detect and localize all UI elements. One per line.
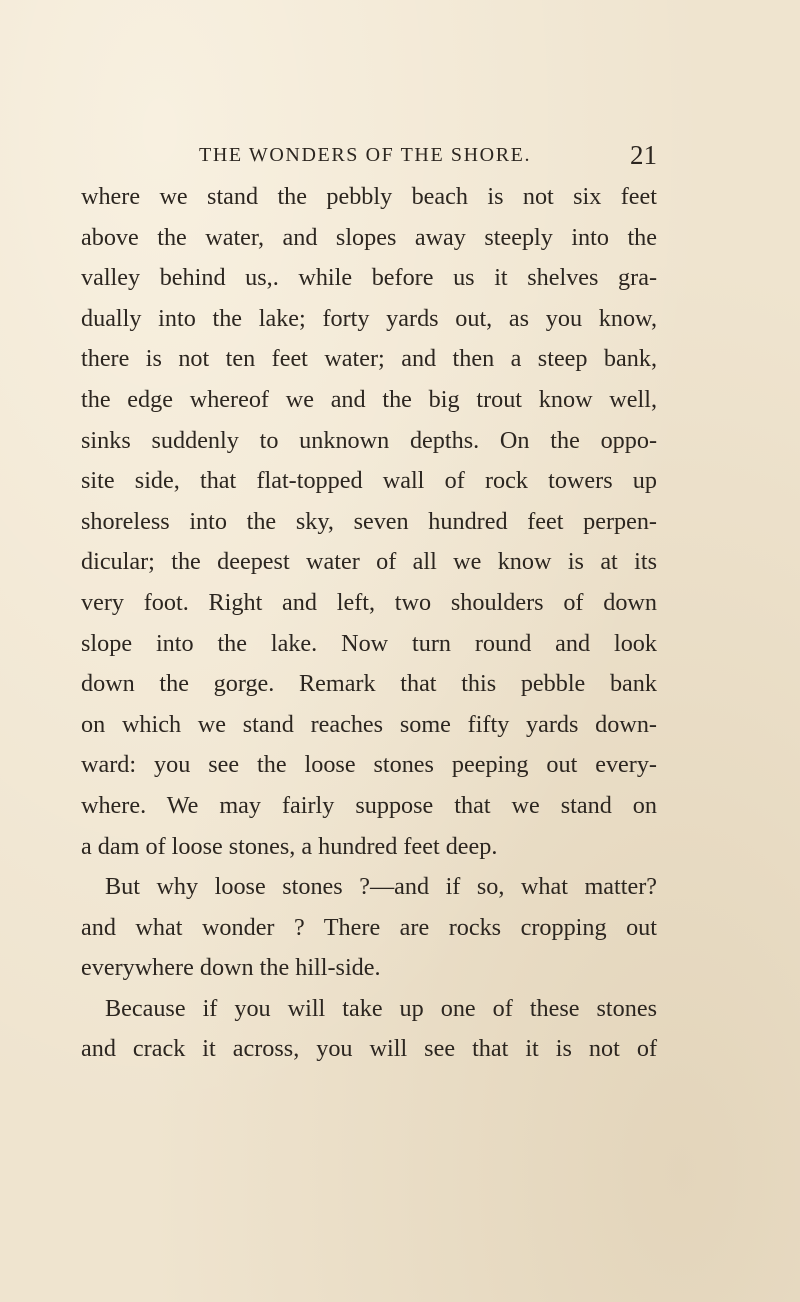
text-line: But why loose stones ?—and if so, what matter? — [105, 873, 657, 901]
page-number: 21 — [630, 140, 657, 170]
text-line: slope into the lake. Now turn round and look — [81, 629, 657, 657]
text-line: very foot. Right and left, two shoulders of down — [81, 588, 657, 616]
text-line: ward: you see the loose stones peeping out every- — [81, 751, 657, 779]
text-line: dually into the lake; forty yards out, as you know, — [81, 304, 657, 332]
text-line: site side, that flat-topped wall of rock towers up — [81, 467, 657, 495]
text-line: and what wonder ? There are rocks cropping out — [81, 913, 657, 941]
text-line: where we stand the pebbly beach is not six feet — [81, 183, 657, 210]
text-line: and crack it across, you will see that it is not of — [81, 1035, 657, 1063]
text-line: everywhere down the hill-side. — [81, 954, 381, 982]
text-line: sinks suddenly to unknown depths. On the oppo- — [81, 426, 657, 454]
text-line: where. We may fairly suppose that we stand on — [81, 791, 657, 819]
text-line: Because if you will take up one of these stones — [105, 994, 657, 1022]
text-line: above the water, and slopes away steeply into the — [81, 223, 657, 251]
text-line: on which we stand reaches some fifty yards down- — [81, 710, 657, 738]
text-line: a dam of loose stones, a hundred feet deep. — [81, 832, 498, 860]
text-line: there is not ten feet water; and then a steep bank, — [81, 345, 657, 373]
running-title: THE WONDERS OF THE SHORE. — [199, 144, 532, 166]
text-line: down the gorge. Remark that this pebble bank — [81, 670, 657, 698]
text-line: valley behind us,. while before us it shelves gra- — [81, 264, 657, 292]
text-line: dicular; the deepest water of all we know is at its — [81, 548, 657, 576]
body-text — [81, 177, 657, 1070]
page-header — [0, 140, 800, 176]
text-line: shoreless into the sky, seven hundred feet perpen- — [81, 507, 657, 535]
text-line: the edge whereof we and the big trout know well, — [81, 385, 657, 413]
